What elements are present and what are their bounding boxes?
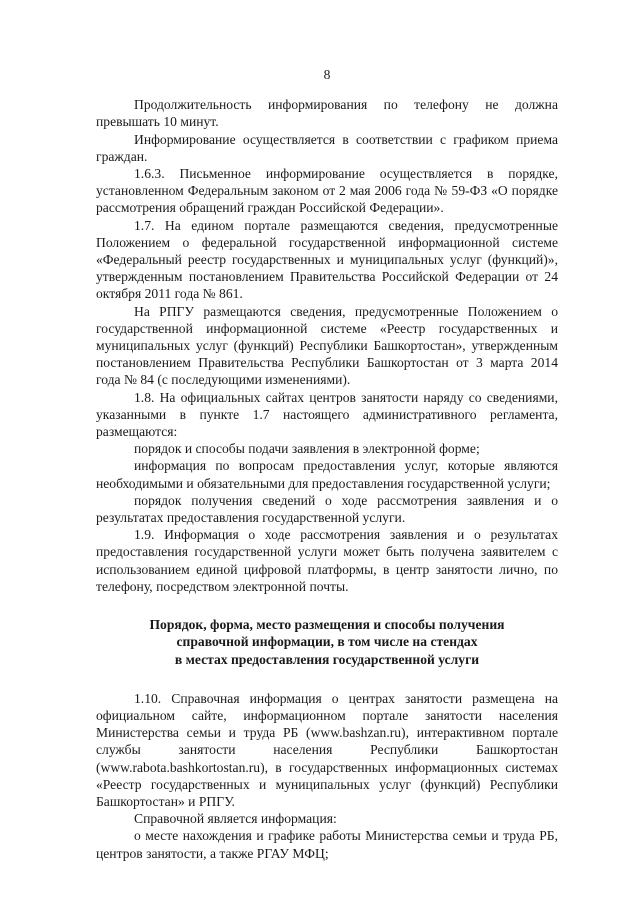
heading-line-1: Порядок, форма, место размещения и способы получения [149, 617, 505, 633]
paragraph-1-8: 1.8. На официальных сайтах центров занятости наряду со сведениями, указанными в пункте 1.7 настоящего административного регламента, размещаются: [96, 389, 558, 440]
paragraph-1-6-3: 1.6.3. Письменное информирование осуществляется в порядке, установленном Федеральным законом от 2 мая 2006 года № 59-ФЗ «О порядке рассмотрения обращений граждан Российской Федерации». [96, 166, 558, 216]
paragraph-reference-info: Справочной является информация: [134, 811, 337, 827]
paragraph-1-7: 1.7. На едином портале размещаются сведения, предусмотренные Положением о федеральной государственной информационной системе «Федеральный реестр государственных и муниципальных услуг (функций)», утвержденным постановлением Правительства Российской Федерации от 24 октября 2011 года № 861. [96, 217, 558, 302]
list-item-required-services: информация по вопросам предоставления услуг, которые являются необходимыми и обязательными для предоставления государственной услуги; [96, 458, 558, 491]
paragraph-rpgu: На РПГУ размещаются сведения, предусмотренные Положением о государственной информационной системе «Реестр государственных и муниципальных услуг (функций) Республики Башкортостан», утвержденным постановлением Правительства Республики Башкортостан от 3 марта 2014 года № 84 (с последующими изменениями). [96, 303, 558, 388]
page-number: 8 [323, 67, 331, 82]
heading-line-3: в местах предоставления государственной услуги [174, 651, 480, 667]
document-page [96, 66, 558, 862]
paragraph-1-10: 1.10. Справочная информация о центрах занятости размещена на официальном сайте, информационном портале занятости населения Министерства семьи и труда РБ (www.bashzan.ru), интерактивном портале службы занятости населения Республики Башкортостан (www.rabota.bashkortostan.ru), в государственных информационных системах «Реестр государственных и муниципальных услуг (функций) Республики Башкортостан» и РПГУ. [96, 690, 558, 809]
section-heading [96, 616, 558, 668]
list-item-status-info: порядок получения сведений о ходе рассмотрения заявления и о результатах предоставления государственной услуги. [96, 492, 558, 526]
paragraph-location-schedule: о месте нахождения и графике работы Министерства семьи и труда РБ, центров занятости, а также РГАУ МФЦ; [96, 828, 558, 861]
list-item-application-methods: порядок и способы подачи заявления в электронной форме; [134, 441, 480, 457]
heading-line-2: справочной информации, в том числе на стендах [176, 634, 478, 650]
paragraph-1-9: 1.9. Информация о ходе рассмотрения заявления и о результатах предоставления государственной услуги может быть получена заявителем с использованием единой цифровой платформы, в центр занятости лично, по телефону, посредством электронной почты. [96, 527, 558, 594]
paragraph-phone-duration: Продолжительность информирования по телефону не должна превышать 10 минут. [96, 97, 558, 130]
paragraph-schedule: Информирование осуществляется в соответствии с графиком приема граждан. [96, 131, 558, 164]
